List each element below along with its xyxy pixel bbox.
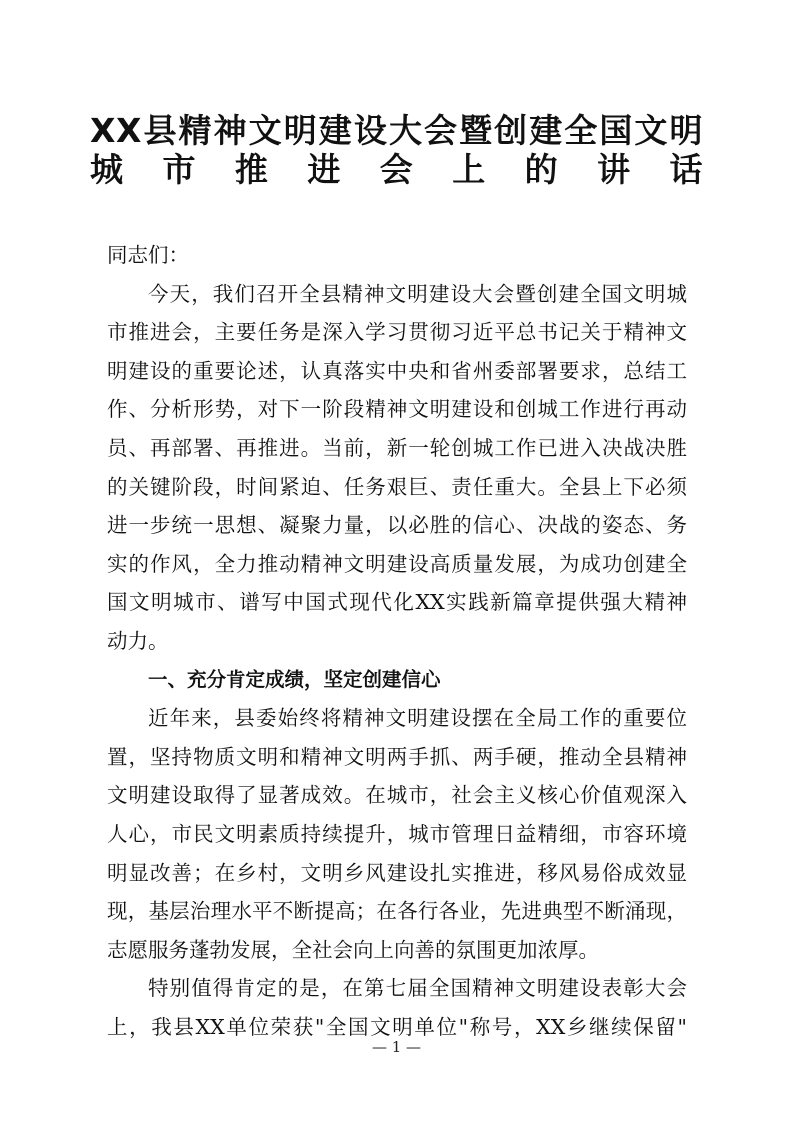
paragraph-line: 明显改善；在乡村，文明乡风建设扎实推进，移风易俗成效显	[107, 860, 687, 885]
paragraph-line: 人心，市民文明素质持续提升，城市管理日益精细，市容环境	[107, 821, 687, 846]
paragraph-line: 作、分析形势，对下一阶段精神文明建设和创城工作进行再动	[107, 397, 687, 422]
title-line-2: 城市推进会上的讲话	[90, 149, 703, 189]
document-body	[107, 236, 687, 1046]
paragraph-line: 实的作风，全力推动精神文明建设高质量发展，为成功创建全	[107, 551, 687, 576]
paragraph-1	[107, 275, 687, 661]
paragraph-line: 近年来，县委始终将精神文明建设摆在全局工作的重要位	[148, 706, 687, 731]
paragraph-line: 志愿服务蓬勃发展，全社会向上向善的氛围更加浓厚。	[107, 937, 599, 962]
paragraph-line: 国文明城市、谱写中国式现代化XX实践新篇章提供强大精神	[107, 590, 687, 615]
paragraph-line: 今天，我们召开全县精神文明建设大会暨创建全国文明城	[148, 281, 687, 306]
paragraph-line: 现，基层治理水平不断提高；在各行各业，先进典型不断涌现，	[107, 899, 687, 924]
paragraph-line: 进一步统一思想、凝聚力量，以必胜的信心、决战的姿态、务	[107, 513, 687, 538]
paragraph-line: 的关键阶段，时间紧迫、任务艰巨、责任重大。全县上下必须	[107, 474, 687, 499]
paragraph-line: 员、再部署、再推进。当前，新一轮创城工作已进入决战决胜	[107, 435, 687, 460]
paragraph-line: 置，坚持物质文明和精神文明两手抓、两手硬，推动全县精神	[107, 744, 687, 769]
section-heading-1: 一、充分肯定成绩，坚定创建信心	[148, 667, 441, 691]
paragraph-3	[107, 969, 687, 1046]
paragraph-line: 市推进会，主要任务是深入学习贯彻习近平总书记关于精神文	[107, 320, 687, 345]
document-title	[90, 112, 703, 189]
paragraph-line: 动力。	[107, 628, 169, 653]
paragraph-line: 特别值得肯定的是，在第七届全国精神文明建设表彰大会	[148, 976, 687, 1001]
salutation: 同志们：	[107, 243, 189, 267]
paragraph-2	[107, 699, 687, 969]
page-number: — 1 —	[371, 1038, 422, 1056]
paragraph-line: 上，我县XX单位荣获"全国文明单位"称号，XX乡继续保留"	[107, 1014, 687, 1039]
title-line-1: XX县精神文明建设大会暨创建全国文明	[90, 111, 703, 150]
paragraph-line: 文明建设取得了显著成效。在城市，社会主义核心价值观深入	[107, 783, 687, 808]
paragraph-line: 明建设的重要论述，认真落实中央和省州委部署要求，总结工	[107, 358, 687, 383]
